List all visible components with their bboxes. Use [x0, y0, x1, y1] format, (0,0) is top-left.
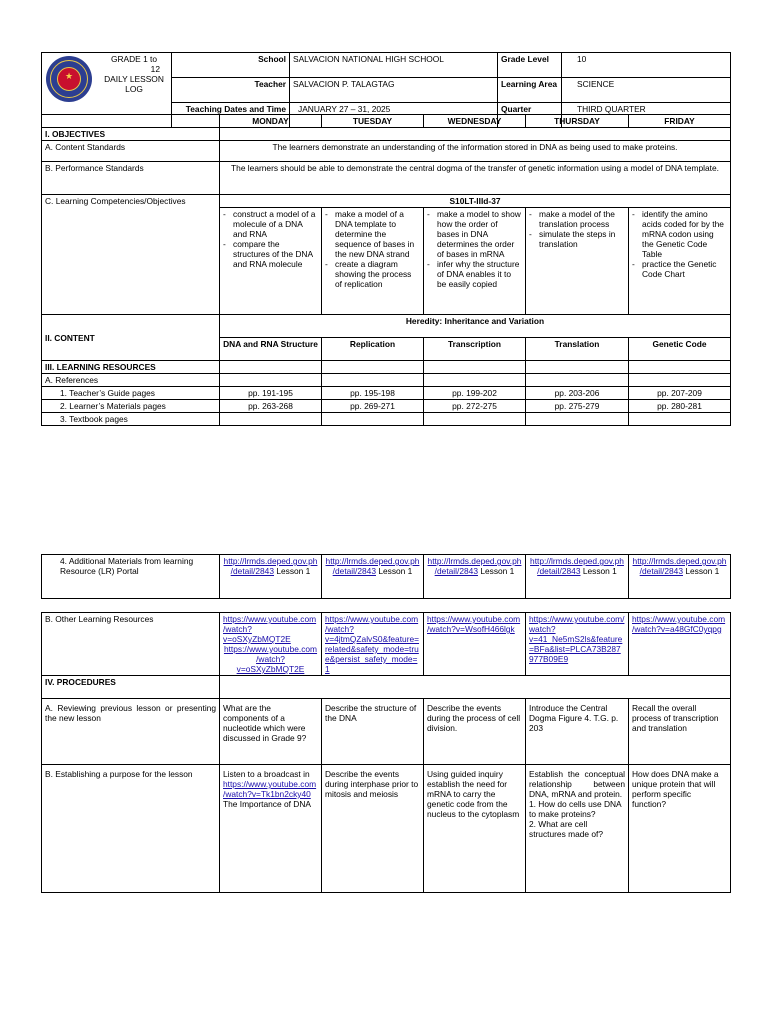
dates-value: JANUARY 27 – 31, 2025: [290, 103, 498, 128]
dates-label: Teaching Dates and Time: [172, 103, 290, 128]
tg-pages-wednesday: pp. 199-202: [424, 387, 526, 400]
school-value: SALVACION NATIONAL HIGH SCHOOL: [290, 53, 498, 78]
deped-seal-icon: ★: [46, 56, 92, 102]
list-item: - make a model to show how the order of bases in DNA determines the order of bases in mRNA: [427, 209, 522, 259]
procedures-table: [41, 612, 731, 893]
textbook-label: 3. Textbook pages: [42, 413, 220, 426]
purpose-monday-text: Listen to a broadcast in: [223, 769, 310, 779]
subtopic-tuesday: Replication: [322, 338, 424, 361]
grade-level-label: Grade Level: [498, 53, 562, 78]
purpose-thursday-intro: Establish the conceptual relationship between DNA, mRNA and protein.: [529, 769, 625, 799]
lesson-suffix: Lesson 1: [582, 566, 617, 576]
references-label: A. References: [42, 374, 220, 387]
procedures-heading: IV. PROCEDURES: [42, 676, 220, 699]
tg-pages-tuesday: pp. 195-198: [322, 387, 424, 400]
quarter-label: Quarter: [498, 103, 562, 128]
additional-label: 4. Additional Materials from learning Resource (LR) Portal: [42, 555, 220, 599]
tg-label: 1. Teacher’s Guide pages: [42, 387, 220, 400]
competency-code: S10LT-IIId-37: [220, 195, 731, 208]
resources-heading: III. LEARNING RESOURCES: [42, 361, 220, 374]
grade-suffix: 12: [150, 64, 160, 74]
review-friday: Recall the overall process of transcription and translation: [629, 699, 731, 765]
lr-portal-link[interactable]: http://lrmds.deped.gov.ph/detail/2843: [632, 556, 727, 576]
lm-label: 2. Learner’s Materials pages: [42, 400, 220, 413]
other-thursday: [526, 613, 629, 676]
performance-standards-label: B. Performance Standards: [42, 162, 220, 195]
other-resources-label: B. Other Learning Resources: [42, 613, 220, 676]
objectives-wednesday: [424, 208, 526, 315]
subtopic-friday: Genetic Code: [629, 338, 731, 361]
objectives-friday: [629, 208, 731, 315]
lr-portal-link[interactable]: http://lrmds.deped.gov.ph/detail/2843: [530, 556, 624, 576]
additional-thursday: [526, 555, 629, 599]
list-item: - make a model of the translation process: [529, 209, 625, 229]
lesson-table-part1: [41, 114, 731, 426]
content-standards: The learners demonstrate an understanding of the information stored in DNA as being used to make proteins.: [220, 141, 731, 162]
additional-monday: [220, 555, 322, 599]
review-wednesday: Describe the events during the process of cell division.: [424, 699, 526, 765]
purpose-thursday-q2: 2. What are cell structures made of?: [529, 819, 604, 839]
list-item: - identify the amino acids coded for by the mRNA codon using the Genetic Code Table: [632, 209, 727, 259]
day-monday: MONDAY: [220, 115, 322, 128]
purpose-wednesday: Using guided inquiry establish the need for mRNA to carry the genetic code from the nucleus to the cytoplasm: [424, 765, 526, 893]
lm-pages-tuesday: pp. 269-271: [322, 400, 424, 413]
day-thursday: THURSDAY: [526, 115, 629, 128]
teacher-label: Teacher: [172, 78, 290, 103]
list-item: - simulate the steps in translation: [529, 229, 625, 249]
subtopic-monday: DNA and RNA Structure: [220, 338, 322, 361]
list-item: - practice the Genetic Code Chart: [632, 259, 727, 279]
lm-pages-wednesday: pp. 272-275: [424, 400, 526, 413]
competencies-label: C. Learning Competencies/Objectives: [42, 195, 220, 315]
youtube-link[interactable]: https://www.youtube.com/watch?v=Tk1bn2cky40: [223, 779, 317, 799]
content-standards-label: A. Content Standards: [42, 141, 220, 162]
youtube-link[interactable]: https://www.youtube.com/watch?v=oSXyZbMQT2E: [223, 644, 318, 674]
day-wednesday: WEDNESDAY: [424, 115, 526, 128]
purpose-monday-caption: The Importance of DNA: [223, 799, 311, 809]
list-item: - create a diagram showing the process of replication: [325, 259, 420, 289]
youtube-link[interactable]: https://www.youtube.com/watch?v=41_Ne5mS2ls&feature=BFa&list=PLCA73B287977B09E9: [529, 614, 625, 664]
day-tuesday: TUESDAY: [322, 115, 424, 128]
subtopic-thursday: Translation: [526, 338, 629, 361]
day-friday: FRIDAY: [629, 115, 731, 128]
document-title: DAILY LESSON LOG: [104, 74, 164, 94]
purpose-monday: [220, 765, 322, 893]
additional-wednesday: [424, 555, 526, 599]
list-item: - infer why the structure of DNA enables it to be easily copied: [427, 259, 522, 289]
tg-pages-monday: pp. 191-195: [220, 387, 322, 400]
lesson-suffix: Lesson 1: [685, 566, 720, 576]
grade-level-value: 10: [562, 53, 731, 78]
additional-friday: [629, 555, 731, 599]
reviewing-label: A. Reviewing previous lesson or presenting the new lesson: [42, 699, 220, 765]
objectives-heading: I. OBJECTIVES: [42, 128, 220, 141]
lr-portal-link[interactable]: http://lrmds.deped.gov.ph/detail/2843: [325, 556, 420, 576]
lesson-suffix: Lesson 1: [480, 566, 515, 576]
subtopic-wednesday: Transcription: [424, 338, 526, 361]
purpose-label: B. Establishing a purpose for the lesson: [42, 765, 220, 893]
youtube-link[interactable]: https://www.youtube.com/watch?v=oSXyZbMQT2E: [223, 614, 317, 644]
purpose-friday: How does DNA make a unique protein that will perform specific function?: [629, 765, 731, 893]
additional-materials-table: [41, 554, 731, 599]
list-item: - make a model of a DNA template to determine the sequence of bases in the new DNA strand: [325, 209, 420, 259]
list-item: - compare the structures of the DNA and RNA molecule: [223, 239, 318, 269]
lr-portal-link[interactable]: http://lrmds.deped.gov.ph/detail/2843: [223, 556, 318, 576]
lesson-suffix: Lesson 1: [378, 566, 413, 576]
review-thursday: Introduce the Central Dogma Figure 4. T.G. p. 203: [526, 699, 629, 765]
review-monday: What are the components of a nucleotide which were discussed in Grade 9?: [220, 699, 322, 765]
other-monday: [220, 613, 322, 676]
tg-pages-thursday: pp. 203-206: [526, 387, 629, 400]
review-tuesday: Describe the structure of the DNA: [322, 699, 424, 765]
learning-area-value: SCIENCE: [562, 78, 731, 103]
learning-area-label: Learning Area: [498, 78, 562, 103]
other-friday: [629, 613, 731, 676]
teacher-value: SALVACION P. TALAGTAG: [290, 78, 498, 103]
objectives-monday: [220, 208, 322, 315]
other-tuesday: [322, 613, 424, 676]
lm-pages-thursday: pp. 275-279: [526, 400, 629, 413]
purpose-tuesday: Describe the events during interphase prior to mitosis and meiosis: [322, 765, 424, 893]
youtube-link[interactable]: https://www.youtube.com/watch?v=4jtmQZalvS0&feature=related&safety_mode=true&persist_safety_mode=1: [325, 614, 420, 674]
content-heading: II. CONTENT: [42, 315, 220, 361]
content-topic: Heredity: Inheritance and Variation: [220, 315, 731, 338]
lesson-suffix: Lesson 1: [276, 566, 311, 576]
objectives-thursday: [526, 208, 629, 315]
lm-pages-friday: pp. 280-281: [629, 400, 731, 413]
lm-pages-monday: pp. 263-268: [220, 400, 322, 413]
tg-pages-friday: pp. 207-209: [629, 387, 731, 400]
school-label: School: [172, 53, 290, 78]
performance-standards: The learners should be able to demonstrate the central dogma of the transfer of genetic information using a model of DNA template.: [220, 162, 731, 195]
quarter-value: THIRD QUARTER: [562, 103, 731, 128]
grade-prefix: GRADE 1 to: [110, 54, 158, 64]
youtube-link[interactable]: https://www.youtube.com/watch?v=a48GfC0yqpg: [632, 614, 726, 634]
lr-portal-link[interactable]: http://lrmds.deped.gov.ph/detail/2843: [427, 556, 522, 576]
purpose-thursday: [526, 765, 629, 893]
additional-tuesday: [322, 555, 424, 599]
objectives-tuesday: [322, 208, 424, 315]
list-item: - construct a model of a molecule of a DNA and RNA: [223, 209, 318, 239]
purpose-thursday-q1: 1. How do cells use DNA to make proteins?: [529, 799, 622, 819]
youtube-link[interactable]: https://www.youtube.com/watch?v=WsofH466lgk: [427, 614, 521, 634]
other-wednesday: [424, 613, 526, 676]
